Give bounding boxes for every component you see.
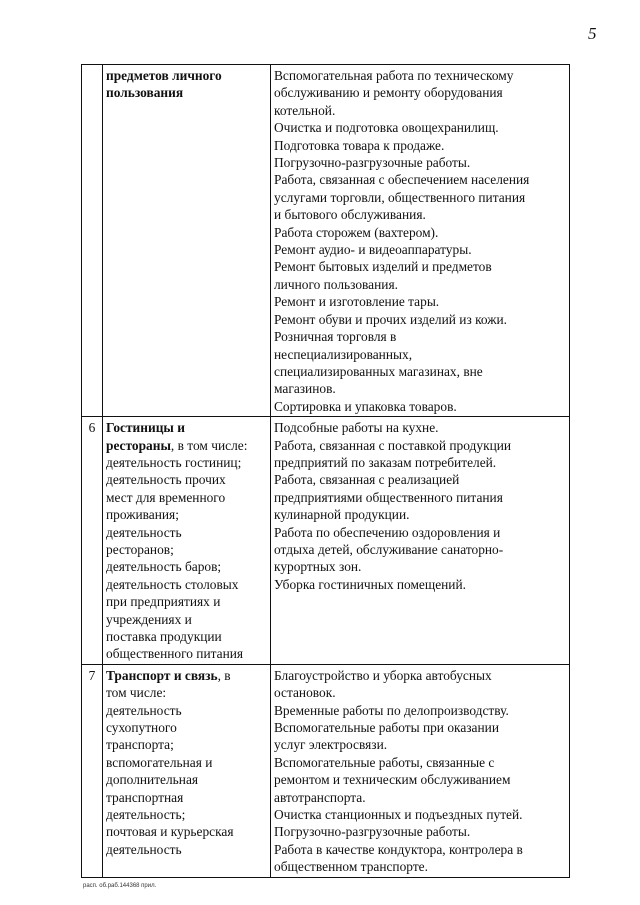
industry-text: деятельность столовых [106,576,239,592]
industry-line [106,754,267,771]
work-line: Работа, связанная с реализацией [274,472,460,488]
industry-text: вспомогательная и [106,754,213,770]
industry-text: деятельность [106,702,182,718]
industry-line [106,593,267,610]
works-cell [271,664,570,877]
industry-title: предметов личного [106,68,222,83]
row-number [82,65,103,417]
industry-text: деятельность [106,841,182,857]
work-line: Работа сторожем (вахтером). [274,224,439,240]
work-line: предприятиями общественного питания [274,489,503,505]
work-line: Ремонт бытовых изделий и предметов [274,259,492,275]
industry-text: мест для временного [106,489,226,505]
industry-line [106,541,267,558]
industry-line [106,454,267,471]
work-line: Вспомогательные работы, связанные с [274,754,495,770]
industry-text: проживания; [106,507,179,523]
table-row [82,65,570,417]
industry-title: пользования [106,85,184,101]
work-line: Подготовка товара к продаже. [274,137,445,153]
industry-line [106,702,267,719]
work-line: предприятий по заказам потребителей. [274,454,497,470]
industry-text: при предприятиях и [106,594,221,610]
industry-text: деятельность [106,524,182,540]
table-row [82,664,570,877]
industry-line [106,611,267,628]
industry-cell [103,664,271,877]
industry-text: деятельность прочих [106,472,226,488]
industry-line [106,84,267,101]
work-line: Работа в качестве кондуктора, контролера в [274,841,523,857]
industry-suffix: , в [217,667,231,683]
document-footer: расп. об.раб.144368 прил. [83,883,157,889]
work-line: общественном транспорте. [274,859,428,875]
industry-text: транспорта; [106,737,174,753]
work-line: неспециализированных, [274,346,413,362]
industry-line [106,524,267,541]
industry-text: деятельность баров; [106,559,222,575]
works-cell [271,417,570,665]
work-line: Уборка гостиничных помещений. [274,576,466,592]
industry-text: транспортная [106,789,184,805]
work-line: Ремонт обуви и прочих изделий из кожи. [274,311,508,327]
work-line: Вспомогательные работы при оказании [274,720,499,736]
industry-text: деятельность гостиниц; [106,454,242,470]
table-row [82,417,570,665]
row-number: 7 [82,664,103,877]
industry-text: дополнительная [106,772,199,788]
work-line: Розничная торговля в [274,329,397,345]
industry-line [106,489,267,506]
industry-suffix: , в том числе: [170,437,248,453]
work-line: магазинов. [274,381,336,397]
works-cell [271,65,570,417]
industry-line [106,645,267,662]
industry-cell [103,65,271,417]
industry-line [106,823,267,840]
work-line: Погрузочно-разгрузочные работы. [274,155,471,171]
industry-title: Транспорт и связь [106,667,218,683]
industry-title: Гостиницы и [106,420,185,436]
industry-line [106,806,267,823]
industry-line [106,471,267,488]
work-line: Сортировка и упаковка товаров. [274,398,457,414]
work-line: Ремонт и изготовление тары. [274,294,440,310]
work-line: котельной. [274,102,336,118]
work-line: Работа, связанная с обеспечением населения [274,172,530,188]
industry-text: деятельность; [106,807,186,823]
industry-line [106,771,267,788]
work-line: Работа по обеспечению оздоровления и [274,524,501,540]
work-line: Ремонт аудио- и видеоаппаратуры. [274,242,472,258]
work-line: Вспомогательная работа по техническому [274,68,514,83]
work-line: обслуживанию и ремонту оборудования [274,85,503,101]
page-number: 5 [588,24,597,43]
work-line: курортных зон. [274,559,362,575]
industry-text: сухопутного [106,720,177,736]
industry-text: учреждениях и [106,611,192,627]
industry-line [106,628,267,645]
work-line: специализированных магазинах, вне [274,363,483,379]
work-line: Работа, связанная с поставкой продукции [274,437,512,453]
industry-text: поставка продукции [106,629,222,644]
work-line: услуг электросвязи. [274,737,388,753]
work-line: отдыха детей, обслуживание санаторно- [274,541,504,557]
industry-text: ресторанов; [106,541,174,557]
industry-line [106,789,267,806]
work-line: автотранспорта. [274,789,366,805]
industry-line [106,684,267,701]
work-line: Погрузочно-разгрузочные работы. [274,824,471,840]
industry-line [106,506,267,523]
industry-line [106,419,267,436]
work-line: личного пользования. [274,276,398,292]
work-line: Подсобные работы на кухне. [274,420,439,436]
work-line: услугами торговли, общественного питания [274,189,526,205]
work-line: Благоустройство и уборка автобусных [274,667,492,683]
row-number: 6 [82,417,103,665]
industry-text: том числе: [106,685,167,701]
industry-line [106,558,267,575]
industry-line [106,667,267,684]
work-line: Временные работы по делопроизводству. [274,702,509,718]
work-line: остановок. [274,685,336,701]
industry-text: почтовая и курьерская [106,824,234,840]
work-line: и бытового обслуживания. [274,207,426,223]
industry-text: общественного питания [106,646,244,662]
work-line: Очистка и подготовка овощехранилищ. [274,120,499,136]
industry-line [106,719,267,736]
industry-line [106,576,267,593]
work-line: ремонтом и техническим обслуживанием [274,772,511,788]
industry-line [106,437,267,454]
industry-cell [103,417,271,665]
jobs-table [81,64,570,878]
work-line: Очистка станционных и подъездных путей. [274,807,523,823]
industry-line [106,841,267,858]
industry-title: рестораны [106,437,171,453]
industry-line [106,736,267,753]
work-line: кулинарной продукции. [274,507,410,523]
industry-line [106,67,267,84]
